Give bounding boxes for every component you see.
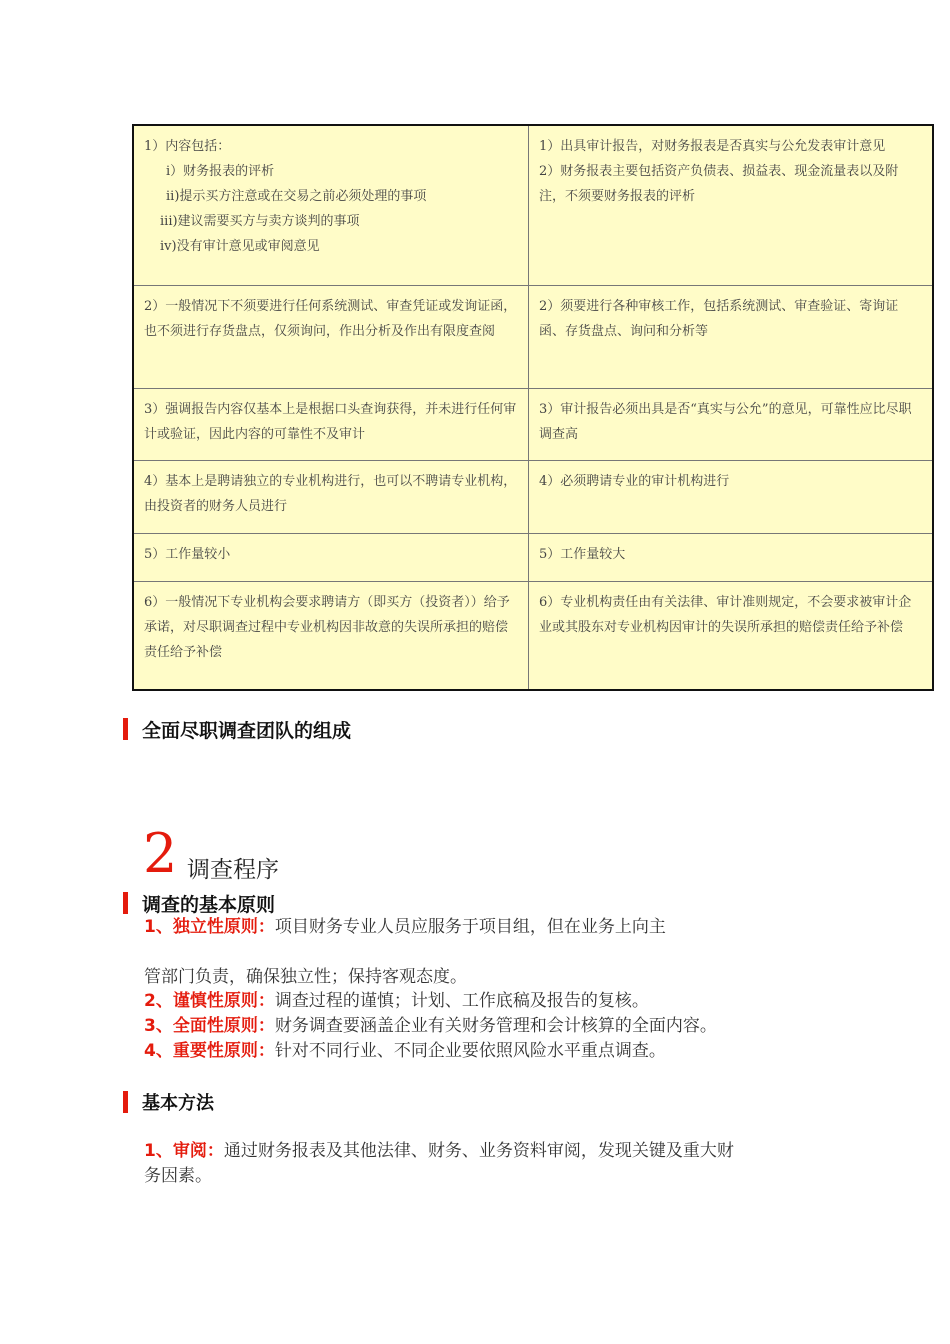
cell-line: ii)提示买方注意或在交易之前必须处理的事项	[166, 189, 427, 204]
section-title: 调查程序	[187, 857, 279, 883]
heading-team	[123, 718, 351, 740]
principle-label: 1、独立性原则：	[144, 917, 275, 937]
principle-label: 2、谨慎性原则：	[144, 991, 275, 1011]
table-cell-right: 2）须要进行各种审核工作，包括系统测试、审查验证、寄询证函、存货盘点、询问和分析等	[529, 286, 932, 389]
cell-line: 2）财务报表主要包括资产负债表、损益表、现金流量表以及附注，不须要财务报表的评析	[539, 164, 899, 204]
principle-item	[144, 1039, 666, 1064]
method-text: 通过财务报表及其他法律、财务、业务资料审阅，发现关键及重大财	[223, 1141, 734, 1161]
table-cell-right: 5）工作量较大	[529, 534, 932, 582]
principle-item	[144, 1014, 717, 1039]
principle-label: 3、全面性原则：	[144, 1016, 275, 1036]
cell-line: i）财务报表的评析	[166, 164, 275, 179]
cell-line: 1）内容包括：	[144, 139, 231, 154]
table-cell-right	[529, 126, 932, 286]
principle-text: 项目财务专业人员应服务于项目组，但在业务上向主	[274, 917, 666, 937]
table-cell-right: 6）专业机构责任由有关法律、审计准则规定，不会要求被审计企业或其股东对专业机构因审计的失误所承担的赔偿责任给予补偿	[539, 595, 912, 635]
principle-item	[144, 989, 649, 1014]
table-cell-left: 5）工作量较小	[134, 534, 529, 582]
principle-text: 调查过程的谨慎；计划、工作底稿及报告的复核。	[274, 991, 649, 1011]
principle-text: 针对不同行业、不同企业要依照风险水平重点调查。	[274, 1041, 666, 1061]
heading-marker	[123, 892, 128, 914]
table-cell-left: 4）基本上是聘请独立的专业机构进行，也可以不聘请专业机构，由投资者的财务人员进行	[134, 461, 529, 534]
method-item	[144, 1139, 734, 1164]
table-cell-left: 3）强调报告内容仅基本上是根据口头查询获得，并未进行任何审计或验证，因此内容的可靠性不及审计	[134, 389, 529, 461]
table-cell-right: 3）审计报告必须出具是否“真实与公允”的意见，可靠性应比尽职调查高	[529, 389, 932, 461]
table-cell-left: 6）一般情况下专业机构会要求聘请方（即买方（投资者））给予承诺，对尽职调查过程中专业机构因非故意的失误所承担的赔偿责任给予补偿	[134, 582, 529, 689]
principle-text: 财务调查要涵盖企业有关财务管理和会计核算的全面内容。	[274, 1016, 717, 1036]
table-cell-right: 4）必须聘请专业的审计机构进行	[529, 461, 932, 534]
comparison-table	[132, 124, 934, 691]
cell-line: 1）出具审计报告，对财务报表是否真实与公允发表审计意见	[539, 139, 886, 154]
heading-text: 调查的基本原则	[142, 893, 276, 916]
heading-text: 基本方法	[142, 1093, 214, 1114]
heading-principles	[123, 892, 275, 914]
heading-marker	[123, 718, 128, 740]
heading-marker	[123, 1091, 128, 1113]
heading-methods	[123, 1091, 214, 1113]
principle-continuation: 管部门负责，确保独立性；保持客观态度。	[144, 967, 467, 987]
cell-line: iii)建议需要买方与卖方谈判的事项	[160, 214, 360, 229]
heading-text: 全面尽职调查团队的组成	[142, 719, 352, 742]
principle-item	[144, 915, 666, 940]
method-label: 1、审阅：	[144, 1141, 224, 1161]
section-number: 2	[143, 822, 178, 885]
cell-line: iv)没有审计意见或审阅意见	[160, 239, 320, 254]
table-cell-left: 2）一般情况下不须要进行任何系统测试、审查凭证或发询证函，也不须进行存货盘点，仅须询问，作出分析及作出有限度查阅	[134, 286, 529, 389]
table-cell-left	[134, 126, 529, 286]
method-continuation: 务因素。	[144, 1166, 212, 1186]
principle-label: 4、重要性原则：	[144, 1041, 275, 1061]
